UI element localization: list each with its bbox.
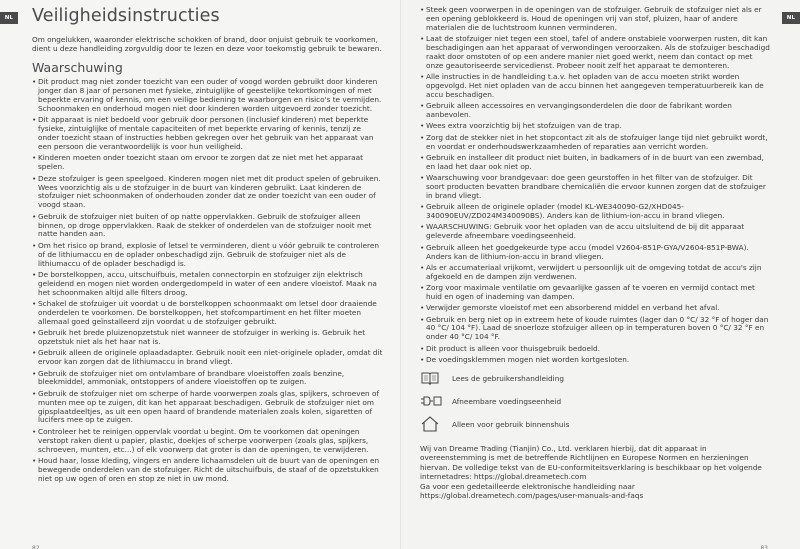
list-item: • Gebruik het brede pluizenopzetstuk niet wanneer de stofzuiger in werking is. Gebruik het opzetstuk niet als het haar nat is. bbox=[32, 329, 384, 347]
list-item: • Dit product mag niet zonder toezicht van een ouder of voogd worden gebruikt door kinderen jonger dan 8 jaar of personen met fysieke, zintuiglijke of geestelijke tekortkomingen of met beperkte ervaring of kennis, om een veilige bediening te waarborgen en risico's te vermijden. Schoonmaken en onderhoud mogen niet door kinderen worden uitgevoerd zonder toezicht. bbox=[32, 78, 384, 114]
left-content bbox=[32, 6, 384, 486]
icon-row-indoor bbox=[420, 415, 770, 434]
indoor-house-icon bbox=[420, 416, 442, 433]
list-item: • Gebruik de stofzuiger niet om scherpe of harde voorwerpen zoals glas, spijkers, schroeven of munten mee op te zuigen, dit kan het apparaat beschadigen. Gebruik de stofzuiger niet om gipsplaatdeeltjes, as uit een open haard of brandende materialen zoals kolen, sigaretten of lucifers mee op te zuigen. bbox=[32, 390, 384, 426]
language-tab-right: NL bbox=[782, 12, 800, 24]
list-item: • Gebruik de stofzuiger niet buiten of op natte oppervlakken. Gebruik de stofzuiger alleen binnen, op droge oppervlakken. Raak de stekker of onderdelen van de stofzuiger nooit met natte handen aan. bbox=[32, 213, 384, 240]
list-item: • WAARSCHUWING: Gebruik voor het opladen van de accu uitsluitend de bij dit apparaat geleverde afneembare voedingseenheid. bbox=[420, 223, 770, 241]
list-item: • Deze stofzuiger is geen speelgoed. Kinderen mogen niet met dit product spelen of gebruiken. Wees voorzichtig als u de stofzuiger in de buurt van kinderen gebruikt. Laat kinderen de stofzuiger niet schoonmaken of onderhouden zonder dat ze onder toezicht van een ouder of voogd staan. bbox=[32, 175, 384, 211]
intro-paragraph: Om ongelukken, waaronder elektrische schokken of brand, door onjuist gebruik te voorkomen, dient u deze handleiding zorgvuldig door te lezen en deze voor toekomstig gebruik te bewaren. bbox=[32, 35, 382, 54]
detachable-power-supply-icon bbox=[420, 393, 442, 410]
icon-row-manual bbox=[420, 369, 770, 388]
list-item: • De borstelkoppen, accu, uitschuifbuis, metalen connectorpin en stofzuiger zijn elektrisch geleidend en mogen niet worden ondergedompeld in water of een andere vloeistof. Maak na het schoonmaken altijd alle filters droog. bbox=[32, 271, 384, 298]
warning-list-right bbox=[420, 6, 770, 365]
list-item: • Als er accumateriaal vrijkomt, verwijdert u persoonlijk uit de omgeving totdat de accu's zijn afgekoeld en de dampen zijn verdwenen. bbox=[420, 264, 770, 282]
list-item: • Gebruik en installeer dit product niet buiten, in badkamers of in de buurt van een zwembad, en laad het daar ook niet op. bbox=[420, 154, 770, 172]
book-manual-icon bbox=[420, 370, 442, 387]
list-item: • Zorg voor maximale ventilatie om gevaarlijke gassen af te voeren en vermijd contact met huid en ogen of inademing van dampen. bbox=[420, 284, 770, 302]
icon-label: Alleen voor gebruik binnenshuis bbox=[452, 419, 570, 429]
right-page bbox=[400, 0, 800, 549]
list-item: • De voedingsklemmen mogen niet worden kortgesloten. bbox=[420, 356, 770, 365]
list-item: • Wees extra voorzichtig bij het stofzuigen van de trap. bbox=[420, 122, 770, 131]
icon-label: Afneembare voedingseenheid bbox=[452, 396, 562, 406]
list-item: • Alle instructies in de handleiding t.a.v. het opladen van de accu moeten strikt worden opgevolgd. Het niet opladen van de accu binnen het aangegeven temperatuurbereik kan de accu beschadigen. bbox=[420, 73, 770, 100]
page-number-right: 83 bbox=[760, 545, 768, 549]
list-item: • Verwijder gemorste vloeistof met een absorberend middel en verband het afval. bbox=[420, 304, 770, 313]
list-item: • Waarschuwing voor brandgevaar: doe geen geurstoffen in het filter van de stofzuiger. Dit soort producten bevatten brandbare chemicaliën die ervoor kunnen zorgen dat de stofzuiger in brand vliegt. bbox=[420, 174, 770, 201]
page-title: Veiligheidsinstructies bbox=[32, 6, 220, 26]
list-item: • Steek geen voorwerpen in de openingen van de stofzuiger. Gebruik de stofzuiger niet als er een opening geblokkeerd is. Houd de openingen vrij van stof, pluizen, haar of andere materialen die de luchtstroom kunnen verminderen. bbox=[420, 6, 770, 33]
declaration-text: Wij van Dreame Trading (Tianjin) Co., Ltd. verklaren hierbij, dat dit apparaat in overeenstemming is met de betreffende Richtlijnen en Europese Normen en herzieningen hiervan. De volledige tekst van de EU-conformiteitsverklaring is beschikbaar op het volgende internetadres: https://global.dreametech.com bbox=[420, 443, 762, 482]
list-item: • Kinderen moeten onder toezicht staan om ervoor te zorgen dat ze niet met het apparaat spelen. bbox=[32, 154, 384, 172]
list-item: • Houd haar, losse kleding, vingers en andere lichaamsdelen uit de buurt van de openingen en bewegende onderdelen van de stofzuiger. Richt de uitschuifbuis, de staaf of de opzetstukken niet op uw ogen of oren en stop ze niet in uw mond. bbox=[32, 457, 384, 484]
list-item: • Laat de stofzuiger niet tegen een stoel, tafel of andere onstabiele voorwerpen rusten, dit kan beschadigingen aan het apparaat of verwondingen veroorzaken. Als de stofzuiger beschadigd raakt door omstoten of op een andere manier niet goed werkt, neem dan contact op met onze geautoriseerde servicedienst. Probeer nooit zelf het apparaat te demonteren. bbox=[420, 35, 770, 71]
list-item: • Gebruik en berg niet op in extreem hete of koude ruimtes (lager dan 0 °C/ 32 °F of hoger dan 40 °C/ 104 °F). Laad de snoerloze stofzuiger alleen op in temperaturen boven 0 °C/ 32 °F en onder 40 °C/ 104 °F. bbox=[420, 316, 770, 343]
list-item: • Gebruik alleen het goedgekeurde type accu (model V2604-851P-GYA/V2604-851P-BWA). Anders kan de lithium-ion-accu in brand vliegen. bbox=[420, 244, 770, 262]
list-item: • Schakel de stofzuiger uit voordat u de borstelkoppen schoonmaakt om letsel door draaiende onderdelen te voorkomen. De borstelkoppen, het stofcompartiment en het filter moeten allemaal goed geïnstalleerd zijn voordat u de stofzuiger gebruikt. bbox=[32, 300, 384, 327]
icon-label: Lees de gebruikershandleiding bbox=[452, 373, 564, 383]
warning-heading: Waarschuwing bbox=[32, 60, 123, 76]
conformity-declaration bbox=[420, 444, 770, 500]
warning-list-left bbox=[32, 78, 384, 483]
list-item: • Zorg dat de stekker niet in het stopcontact zit als de stofzuiger lange tijd niet gebruikt wordt, en voordat er onderhoudswerkzaamheden of reparaties aan verricht worden. bbox=[420, 134, 770, 152]
list-item: • Gebruik alleen accessoires en vervangingsonderdelen die door de fabrikant worden aanbevolen. bbox=[420, 102, 770, 120]
list-item: • Gebruik de stofzuiger niet om ontvlambare of brandbare vloeistoffen zoals benzine, bleekmiddel, ammoniak, ontstoppers of andere vloeistoffen op te zuigen. bbox=[32, 370, 384, 388]
list-item: • Controleer het te reinigen oppervlak voordat u begint. Om te voorkomen dat openingen verstopt raken dient u papier, plastic, doekjes of scherpe voorwerpen (zoals glas, spijkers, schroeven, munten, etc...) of elk voorwerp dat groter is dan de openingen, te verwijderen. bbox=[32, 428, 384, 455]
list-item: • Gebruik alleen de originele oplaadadapter. Gebruik nooit een niet-originele oplader, omdat dit ervoor kan zorgen dat de lithiumaccu in brand vliegt. bbox=[32, 349, 384, 367]
manual-link-text: Ga voor een gedetailleerde elektronische handleiding naar https://global.dreametech.com/pages/user-manuals-and-faqs bbox=[420, 481, 644, 500]
language-tab-left: NL bbox=[0, 12, 18, 24]
right-content bbox=[420, 6, 770, 500]
list-item: • Dit product is alleen voor thuisgebruik bedoeld. bbox=[420, 345, 770, 354]
page-number-left: 82 bbox=[32, 545, 40, 549]
list-item: • Om het risico op brand, explosie of letsel te verminderen, dient u vóór gebruik te controleren of de lithiumaccu en de oplader onbeschadigd zijn. Gebruik de stofzuiger niet als de lithiumaccu of de oplader beschadigd is. bbox=[32, 242, 384, 269]
list-item: • Gebruik alleen de originele oplader (model KL-WE340090-G2/XHD045-340090EUV/ZD024M340090BS). Anders kan de lithium-ion-accu in brand vliegen. bbox=[420, 203, 770, 221]
icon-row-power bbox=[420, 392, 770, 411]
list-item: • Dit apparaat is niet bedoeld voor gebruik door personen (inclusief kinderen) met beperkte fysieke, zintuiglijke of mentale capaciteiten of met beperkte ervaring of kennis, tenzij ze onder toezicht staan of instructies hebben gekregen over het gebruik van het apparaat van een persoon die verantwoordelijk is voor hun veiligheid. bbox=[32, 116, 384, 152]
